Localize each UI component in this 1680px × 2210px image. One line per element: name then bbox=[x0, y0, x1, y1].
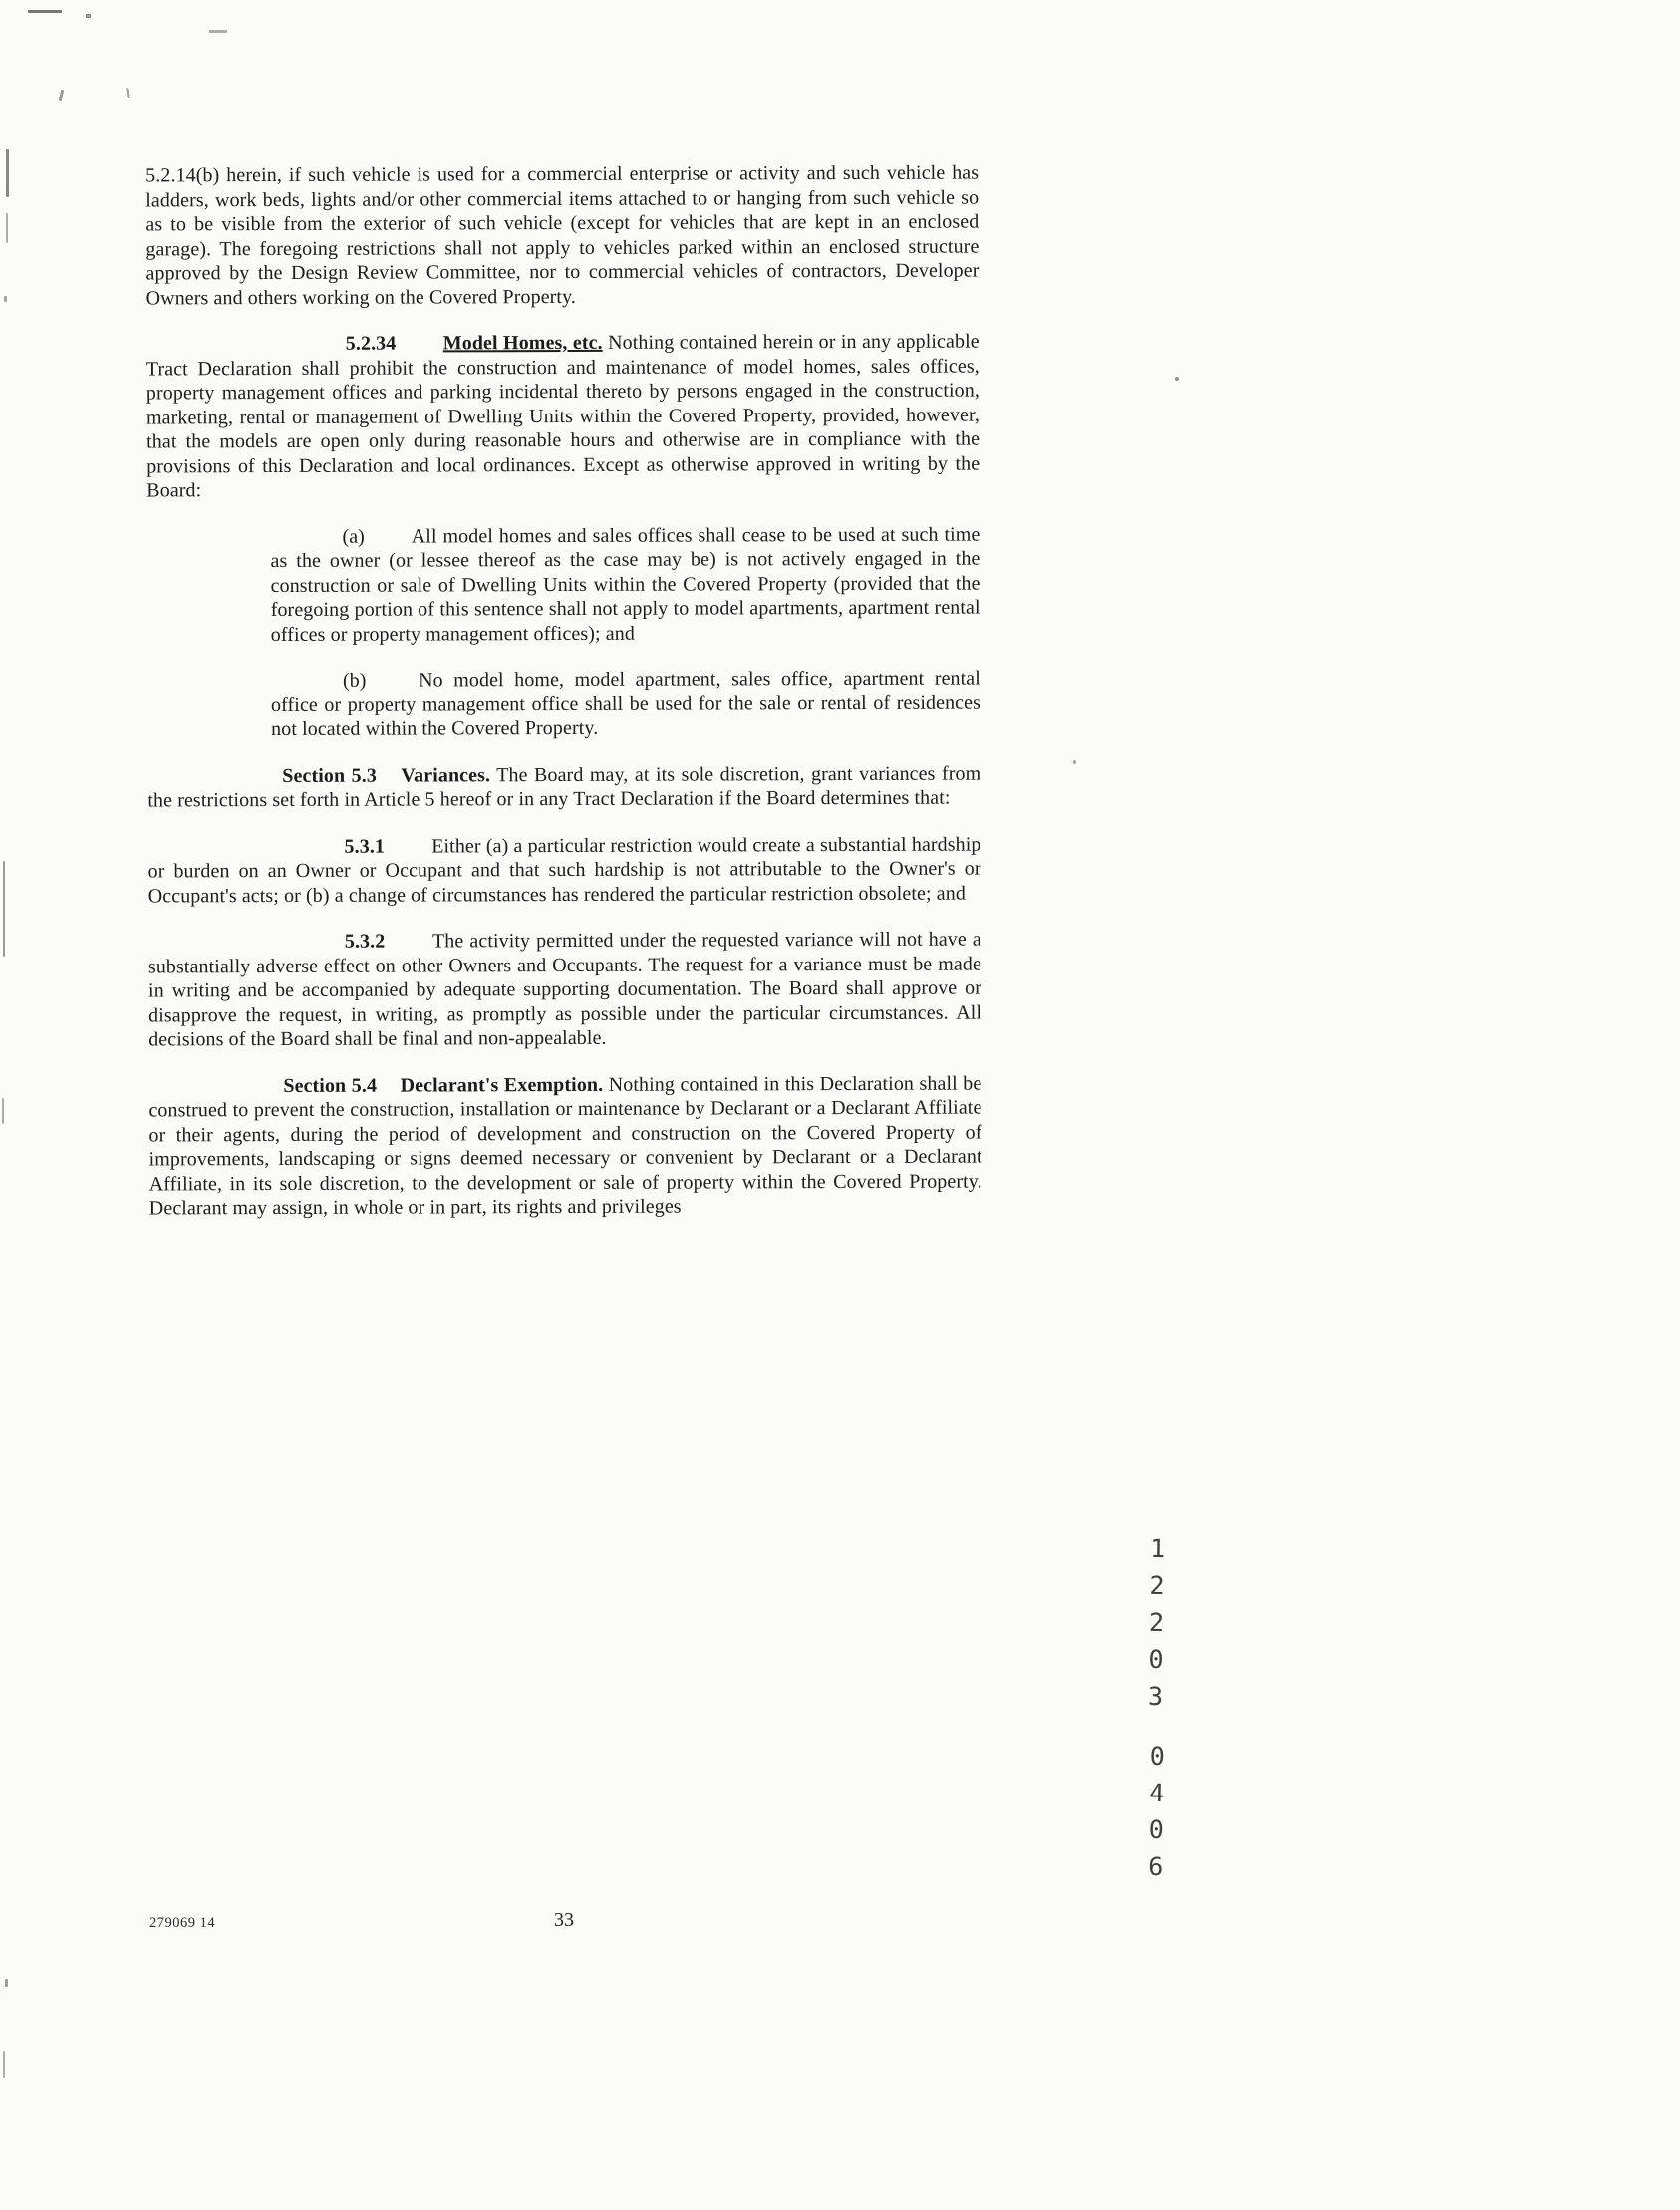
section-5-2-34 bbox=[146, 330, 980, 503]
section-5-4 bbox=[148, 1071, 982, 1221]
paragraph-text: All model homes and sales offices shall cease to be used at such time as the owner (or lessee thereof as the case may be) is not actively engaged in the construction or sale of Dwelling Units within the Covered Property (provided that the foregoing portion of this sentence shall not apply to model apartments, apartment rental offices or property management offices); and bbox=[270, 523, 980, 646]
section-label: Section 5.3 bbox=[282, 764, 377, 787]
scan-artifact bbox=[1073, 760, 1076, 764]
subsection-a bbox=[270, 522, 980, 647]
scan-artifact bbox=[2, 1098, 4, 1124]
paragraph-text: Nothing contained in this Declaration shall be construed to prevent the construction, installation or maintenance by Declarant or a Declarant Affiliate or their agents, during the period of development and construction on the Covered Property of improvements, landscaping or signs deemed necessary or convenient by Declarant or a Declarant Affiliate, in its sole discretion, to the development or sale of property within the Covered Property. Declarant may assign, in whole or in part, its rights and privileges bbox=[148, 1072, 982, 1220]
scan-artifact bbox=[1175, 377, 1179, 381]
paragraph-text: Either (a) a particular restriction would create a substantial hardship or burden on an Owner or Occupant and that such hardship is not attributable to the Owner's or Occupant's acts; or (b) a change of circumstances has rendered the particular restriction obsolete; and bbox=[147, 833, 981, 907]
section-5-3 bbox=[147, 761, 980, 813]
scan-artifact bbox=[3, 2051, 5, 2078]
scan-artifact bbox=[86, 14, 91, 18]
paragraph-5-2-14b-continuation bbox=[145, 161, 980, 311]
section-5-3-2 bbox=[148, 928, 981, 1052]
scan-artifact bbox=[28, 10, 62, 13]
paragraph-text: The Board may, at its sole discretion, grant variances from the restrictions set forth in Article 5 hereof or in any Tract Declaration if the Board determines that: bbox=[147, 762, 981, 812]
scan-artifact bbox=[209, 30, 227, 33]
scan-artifact bbox=[126, 88, 129, 98]
page-number: 33 bbox=[554, 1909, 574, 1931]
scan-artifact bbox=[4, 296, 7, 302]
subsection-b bbox=[271, 667, 980, 742]
section-number: 5.3.1 bbox=[344, 835, 386, 858]
scan-artifact bbox=[59, 90, 65, 101]
scan-artifact bbox=[3, 861, 5, 957]
paragraph-text: 5.2.14(b) herein, if such vehicle is used for a commercial enterprise or activity and such vehicle has ladders, work beds, lights and/or other commercial items attached to or hanging from such vehicle so as to be visible from the exterior of such vehicle (except for vehicles that are kept in an enclosed garage). The foregoing restrictions shall not apply to vehicles parked within an enclosed structure approved by the Design Review Committee, nor to commercial vehicles of contractors, Developer Owners and others working on the Covered Property. bbox=[145, 161, 980, 309]
section-number: 5.2.34 bbox=[345, 332, 397, 355]
paragraph-text: No model home, model apartment, sales office, apartment rental office or property management office shall be used for the sale or rental of residences not located within the Covered Property. bbox=[270, 667, 981, 741]
section-5-3-1 bbox=[147, 832, 980, 908]
document-body bbox=[145, 161, 982, 1243]
section-title: Declarant's Exemption. bbox=[400, 1073, 604, 1097]
section-number: 5.3.2 bbox=[344, 930, 386, 953]
subsection-label: (a) bbox=[342, 525, 365, 548]
section-title: Model Homes, etc. bbox=[442, 331, 603, 355]
scan-artifact bbox=[6, 213, 8, 243]
scan-artifact bbox=[5, 1979, 8, 1987]
section-label: Section 5.4 bbox=[283, 1074, 378, 1097]
scan-artifact bbox=[6, 149, 9, 197]
recording-stamp-line2: 0406 bbox=[1140, 1741, 1173, 1890]
recording-stamp-line1: 12203 bbox=[1140, 1533, 1173, 1720]
footer-document-number: 279069 14 bbox=[149, 1915, 216, 1931]
section-title: Variances. bbox=[401, 763, 491, 787]
paragraph-text: Nothing contained herein or in any applicable Tract Declaration shall prohibit the construction and maintenance of model homes, sales offices, property management offices and parking incidental thereto by persons engaged in the construction, marketing, rental or management of Dwelling Units within the Covered Property, provided, however, that the models are open only during reasonable hours and otherwise are in compliance with the provisions of this Declaration and local ordinances. Except as otherwise approved in writing by the Board: bbox=[145, 330, 980, 502]
subsection-label: (b) bbox=[342, 669, 367, 691]
paragraph-text: The activity permitted under the requested variance will not have a substantially adverse effect on other Owners and Occupants. The request for a variance must be made in writing and be accompanied by adequate supporting documentation. The Board shall approve or disapprove the request, in writing, as promptly as possible under the particular circumstances. All decisions of the Board shall be final and non-appealable. bbox=[147, 928, 982, 1051]
